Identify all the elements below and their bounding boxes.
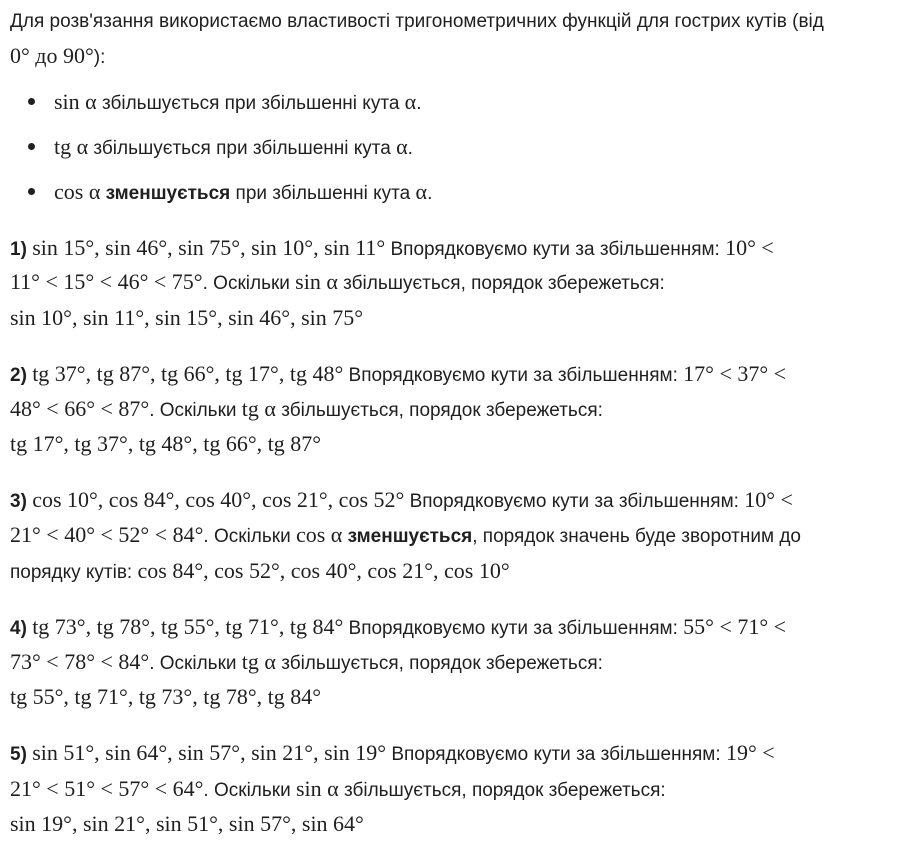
- item-order-math: 17° < 37° <: [683, 361, 787, 386]
- item-2-line-2: [10, 395, 603, 425]
- item-text: Впорядковуємо кути за збільшенням:: [343, 365, 684, 386]
- item-text: збільшується, порядок збережеться:: [337, 273, 665, 294]
- intro-line-2: [10, 42, 105, 72]
- bullet-alpha: α: [415, 179, 428, 204]
- item-order-math: 21° < 40° < 52° < 84°: [10, 522, 204, 547]
- bullet-rest: при збільшенні кута: [230, 183, 416, 204]
- item-order-math: 10° <: [744, 487, 793, 512]
- item-result-math: tg 55°, tg 71°, tg 73°, tg 78°, tg 84°: [10, 684, 322, 709]
- item-order-math: 21° < 51° < 57° < 64°: [10, 776, 204, 801]
- item-number: 5): [10, 744, 27, 765]
- item-order-math: 55° < 71° <: [683, 614, 787, 639]
- bullet-dot: [28, 98, 35, 105]
- item-4-line-2: [10, 648, 603, 678]
- bullet-math: cos α: [54, 179, 101, 204]
- bullet-item-cos: [54, 178, 432, 208]
- item-number: 1): [10, 239, 27, 260]
- bullet-math: tg α: [54, 134, 89, 159]
- item-expression: tg 37°, tg 87°, tg 66°, tg 17°, tg 48°: [32, 361, 344, 386]
- item-number: 2): [10, 365, 27, 386]
- item-function-math: sin α: [295, 269, 338, 294]
- bullet-item-sin: [54, 88, 421, 118]
- bullet-text: збільшується при збільшенні кута: [96, 93, 405, 114]
- item-text: , порядок значень буде зворотним до: [472, 526, 801, 547]
- item-1-line-3: [10, 304, 363, 334]
- item-text: . Оскільки: [202, 273, 296, 294]
- intro-line-1: [10, 8, 824, 36]
- item-text: Впорядковуємо кути за збільшенням:: [404, 491, 745, 512]
- item-1-line-1: [10, 234, 774, 264]
- item-expression: sin 15°, sin 46°, sin 75°, sin 10°, sin 11°: [32, 235, 386, 260]
- bullet-math: sin α: [54, 89, 97, 114]
- item-result-math: sin 10°, sin 11°, sin 15°, sin 46°, sin 75°: [10, 305, 364, 330]
- bullet-end: .: [427, 183, 433, 204]
- bullet-end: .: [407, 138, 413, 159]
- item-result-math: sin 19°, sin 21°, sin 51°, sin 57°, sin 64°: [10, 811, 364, 836]
- item-3-line-2: [10, 521, 801, 551]
- bullet-dot: [28, 188, 35, 195]
- item-function-math: tg α: [241, 396, 276, 421]
- item-text: Впорядковуємо кути за збільшенням:: [386, 744, 726, 765]
- item-function-math: sin α: [295, 776, 339, 801]
- item-result-math: tg 17°, tg 37°, tg 48°, tg 66°, tg 87°: [10, 431, 322, 456]
- item-expression: tg 73°, tg 78°, tg 55°, tg 71°, tg 84°: [32, 614, 344, 639]
- item-number: 4): [10, 618, 27, 639]
- item-4-line-3: [10, 683, 321, 713]
- bullet-text: збільшується при збільшенні кута: [88, 138, 397, 159]
- bullet-item-tg: [54, 133, 413, 163]
- item-order-math: 73° < 78° < 84°: [10, 649, 150, 674]
- item-result-math: cos 84°, cos 52°, cos 40°, cos 21°, cos 10°: [137, 558, 510, 583]
- item-1-line-2: [10, 268, 665, 298]
- item-2-line-1: [10, 360, 786, 390]
- item-order-math: 48° < 66° < 87°: [10, 396, 150, 421]
- bullet-alpha: α: [396, 134, 408, 159]
- item-text: збільшується, порядок збережеться:: [275, 653, 603, 674]
- item-bold-word: зменшується: [342, 526, 473, 547]
- intro-range-math: 0° до 90°: [10, 43, 94, 68]
- item-3-line-3: [10, 557, 510, 587]
- item-function-math: tg α: [241, 649, 276, 674]
- item-expression: sin 51°, sin 64°, sin 57°, sin 21°, sin 19°: [32, 740, 387, 765]
- bullet-dot: [28, 143, 35, 150]
- intro-text: Для розв'язання використаємо властивості тригонометричних функцій для гострих кутів (від: [10, 11, 824, 32]
- bullet-bold-word: зменшується: [105, 183, 231, 204]
- item-expression: cos 10°, cos 84°, cos 40°, cos 21°, cos 52°: [32, 487, 405, 512]
- item-5-line-2: [10, 775, 666, 805]
- item-text: . Оскільки: [203, 526, 296, 547]
- intro-suffix: ):: [93, 47, 106, 68]
- item-order-math: 19° <: [725, 740, 775, 765]
- item-5-line-3: [10, 810, 364, 840]
- item-text: Впорядковуємо кути за збільшенням:: [385, 239, 726, 260]
- item-order-math: 10° <: [725, 235, 774, 260]
- item-3-line-1: [10, 486, 793, 516]
- item-number: 3): [10, 491, 27, 512]
- bullet-end: .: [416, 93, 422, 114]
- item-function-math: cos α: [295, 522, 343, 547]
- item-text: збільшується, порядок збережеться:: [275, 400, 603, 421]
- item-5-line-1: [10, 739, 775, 769]
- item-text: Впорядковуємо кути за збільшенням:: [343, 618, 684, 639]
- item-text: . Оскільки: [203, 780, 296, 801]
- item-2-line-3: [10, 430, 321, 460]
- item-4-line-1: [10, 613, 786, 643]
- item-text: . Оскільки: [149, 400, 242, 421]
- item-text: порядку кутів:: [10, 562, 138, 583]
- item-order-math: 11° < 15° < 46° < 75°: [10, 269, 203, 294]
- item-text: . Оскільки: [149, 653, 242, 674]
- item-text: збільшується, порядок збережеться:: [338, 780, 666, 801]
- bullet-alpha: α: [404, 89, 417, 114]
